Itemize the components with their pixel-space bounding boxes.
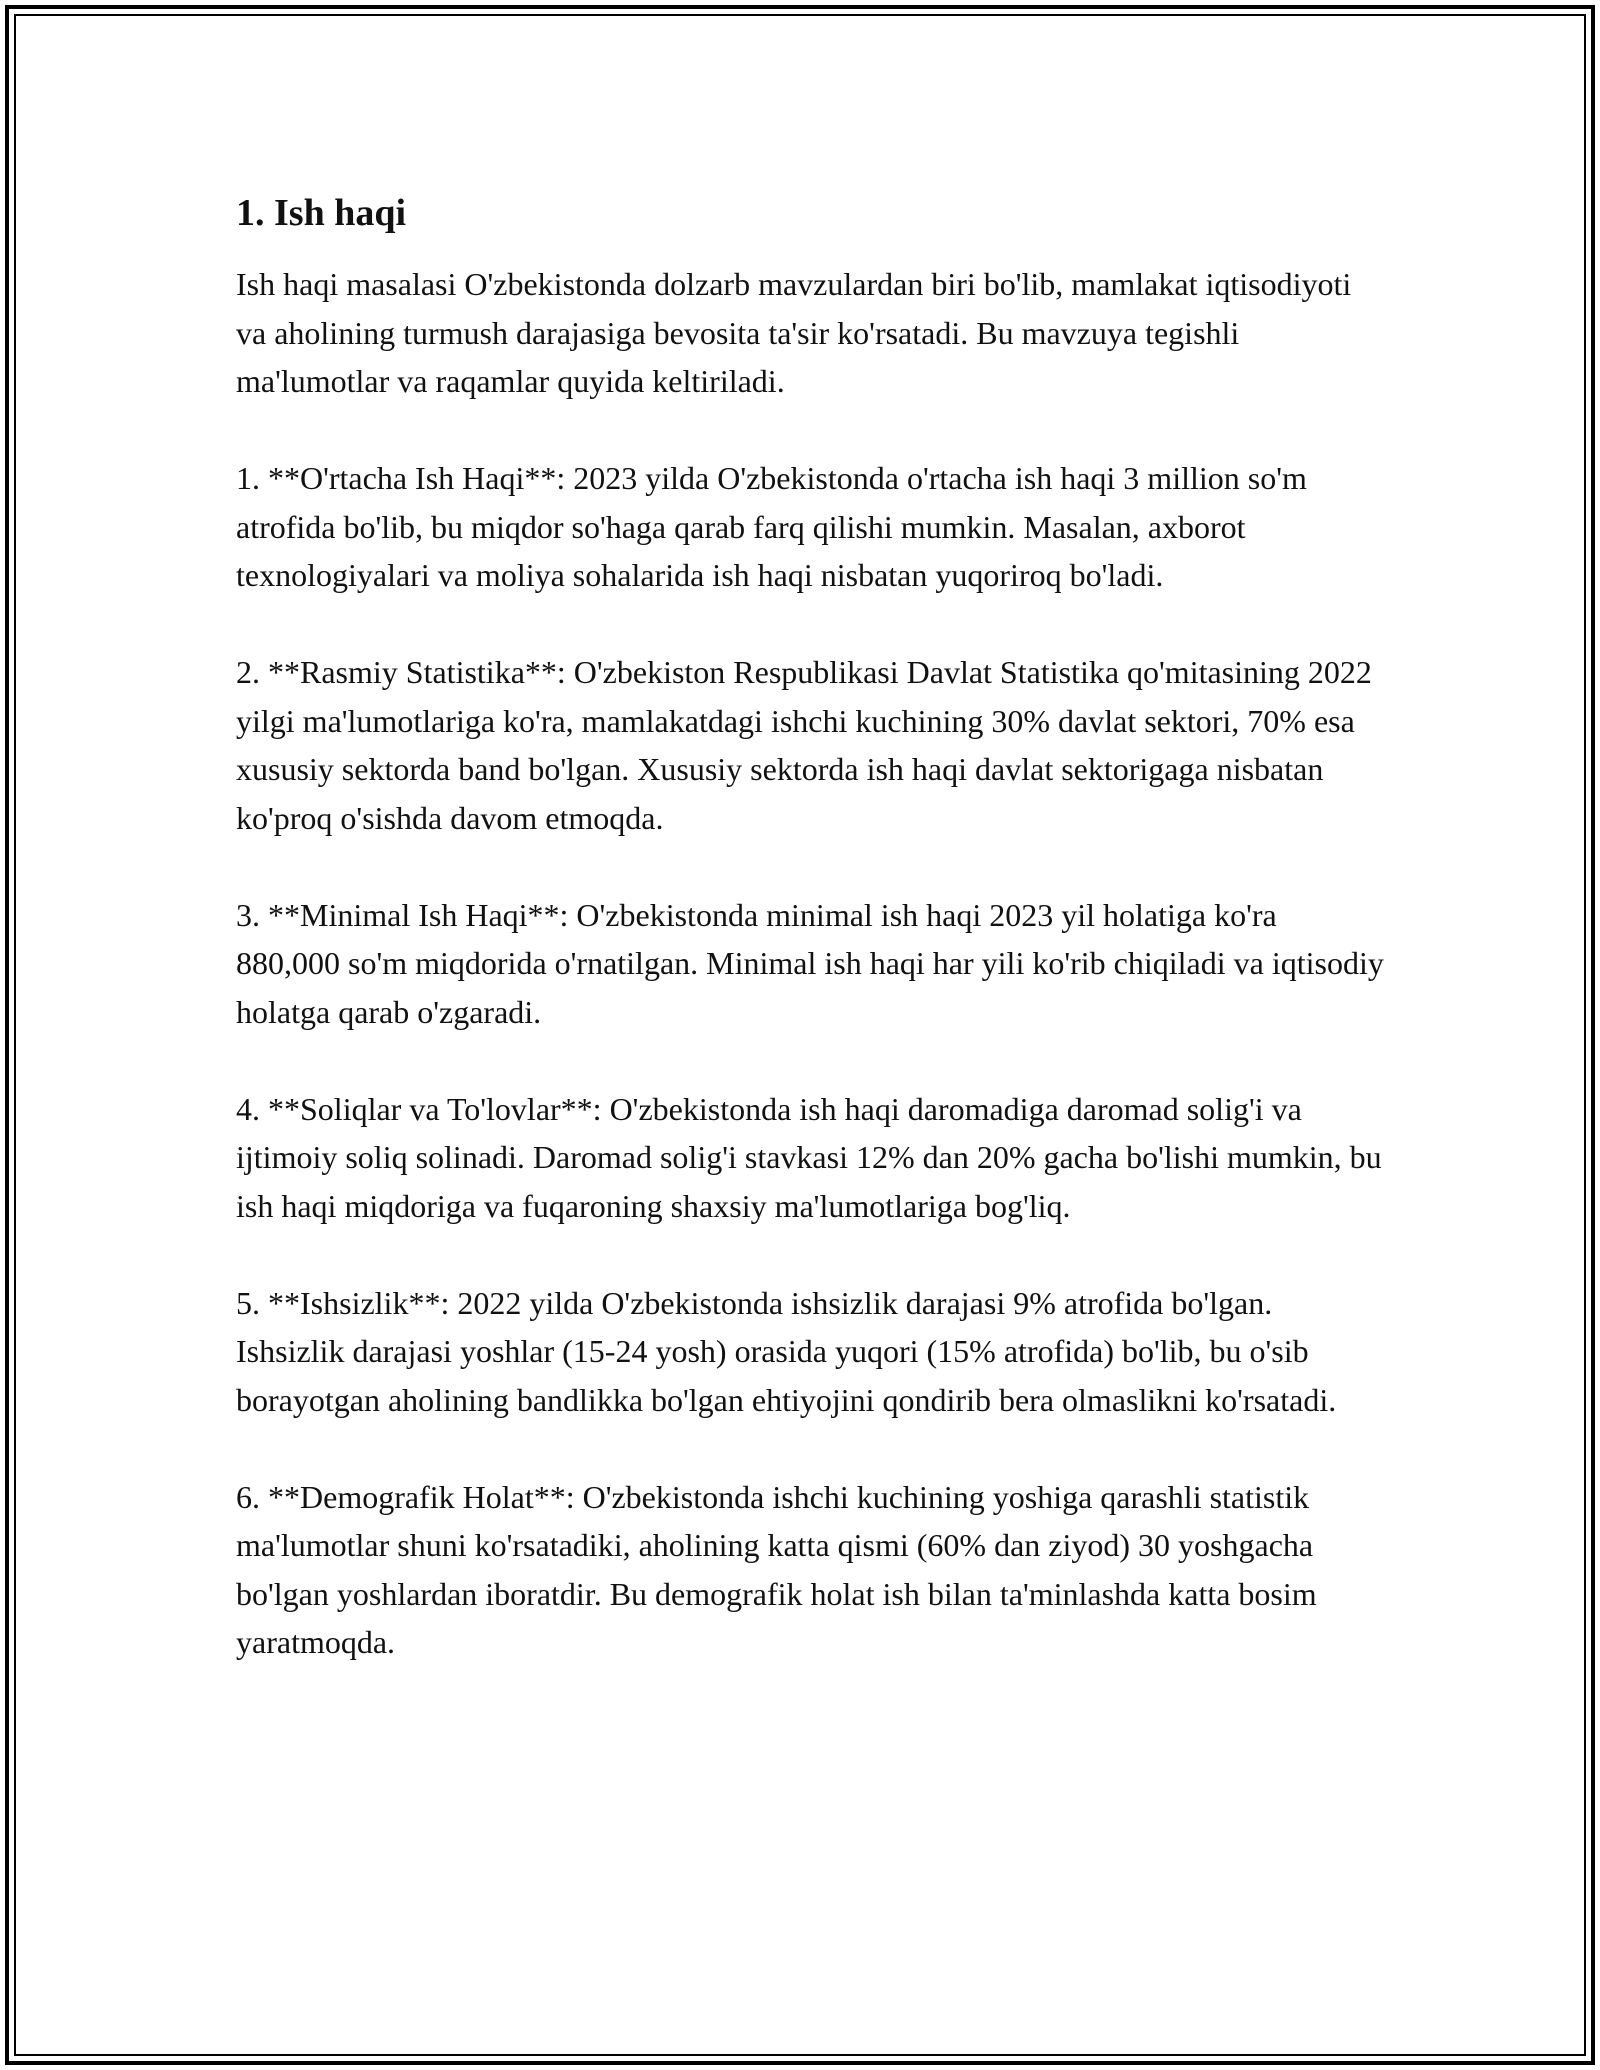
list-item: 2. **Rasmiy Statistika**: O'zbekiston Respublikasi Davlat Statistika qo'mitasining 2022 yilgi ma'lumotlariga ko'ra, mamlakatdagi ishchi kuchining 30% davlat sektori, 70% esa xususiy sektorda band bo'lgan. Xususiy sektorda ish haqi davlat sektorigaga nisbatan ko'proq o'sishda davom etmoqda.: [236, 654, 1372, 836]
list-item: 1. **O'rtacha Ish Haqi**: 2023 yilda O'zbekistonda o'rtacha ish haqi 3 million so'm atrofida bo'lib, bu miqdor so'haga qarab farq qilishi mumkin. Masalan, axborot texnologiyalari va moliya sohalarida ish haqi nisbatan yuqoriroq bo'ladi.: [236, 460, 1307, 593]
list-item: 4. **Soliqlar va To'lovlar**: O'zbekistonda ish haqi daromadiga daromad solig'i va ijtimoiy soliq solinadi. Daromad solig'i stavkasi 12% dan 20% gacha bo'lishi mumkin, bu ish haqi miqdoriga va fuqaroning shaxsiy ma'lumotlariga bog'liq.: [236, 1090, 1382, 1224]
list-item: 5. **Ishsizlik**: 2022 yilda O'zbekistonda ishsizlik darajasi 9% atrofida bo'lgan. Ishsizlik darajasi yoshlar (15-24 yosh) orasida yuqori (15% atrofida) bo'lib, bu o'sib borayotgan aholining bandlikka bo'lgan ehtiyojini qondirib bera olmaslikni ko'rsatadi.: [236, 1284, 1337, 1418]
section-heading: 1. Ish haqi: [236, 192, 407, 234]
list-item: 3. **Minimal Ish Haqi**: O'zbekistonda minimal ish haqi 2023 yil holatiga ko'ra 880,000 so'm miqdorida o'rnatilgan. Minimal ish haqi har yili ko'rib chiqiladi va iqtisodiy holatga qarab o'zgaradi.: [236, 896, 1384, 1030]
list-item: 6. **Demografik Holat**: O'zbekistonda ishchi kuchining yoshiga qarashli statistik ma'lumotlar shuni ko'rsatadiki, aholining katta qismi (60% dan ziyod) 30 yoshgacha bo'lgan yoshlardan iboratdir. Bu demografik holat ish bilan ta'minlashda katta bosim yaratmoqda.: [236, 1478, 1317, 1660]
intro-paragraph: Ish haqi masalasi O'zbekistonda dolzarb mavzulardan biri bo'lib, mamlakat iqtisodiyoti va aholining turmush darajasiga bevosita ta'sir ko'rsatadi. Bu mavzuya tegishli ma'lumotlar va raqamlar quyida keltiriladi.: [236, 266, 1352, 399]
document-body: [236, 188, 1386, 1715]
